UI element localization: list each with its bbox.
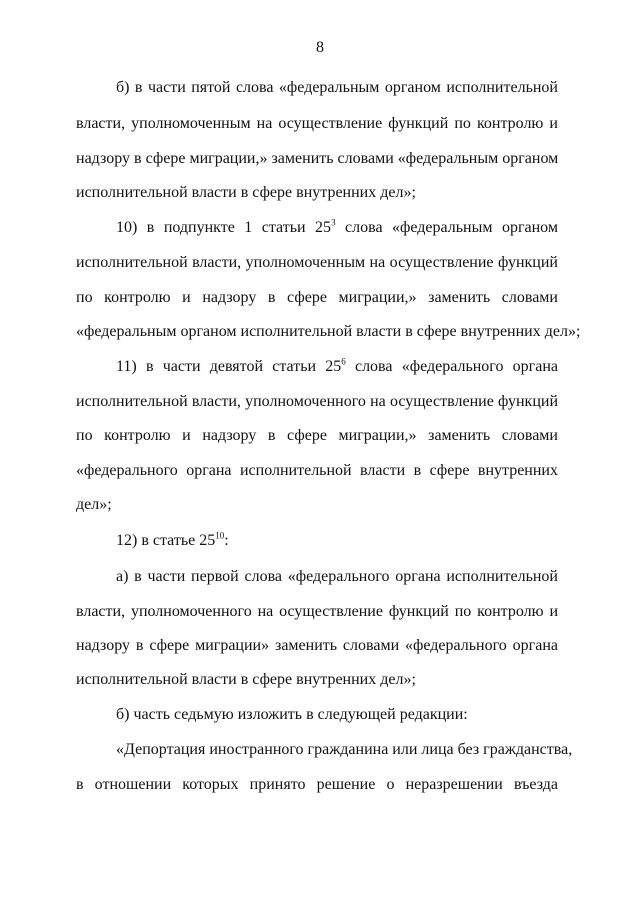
text-fragment: слова «федерального органа bbox=[345, 358, 559, 375]
text-line: исполнительной власти в сфере внутренних дел»; bbox=[76, 184, 416, 201]
text-line bbox=[116, 216, 558, 240]
text-line: а) в части первой слова «федерального органа исполнительной bbox=[116, 568, 558, 585]
text-line: по контролю и надзору в сфере миграции,» заменить словами bbox=[76, 289, 558, 306]
text-fragment: : bbox=[224, 532, 229, 549]
text-line: власти, уполномоченным на осуществление функций по контролю и bbox=[76, 115, 558, 132]
text-line: б) в части пятой слова «федеральным органом исполнительной bbox=[116, 79, 558, 96]
superscript: 3 bbox=[331, 217, 336, 228]
text-line bbox=[116, 529, 558, 553]
text-line: «федерального органа исполнительной власти в сфере внутренних bbox=[76, 462, 558, 479]
page-number: 8 bbox=[316, 39, 324, 56]
text-line: «Депортация иностранного гражданина или лица без гражданства, bbox=[116, 741, 573, 758]
text-line: «федеральным органом исполнительной власти в сфере внутренних дел»; bbox=[76, 323, 581, 340]
text-line: исполнительной власти в сфере внутренних дел»; bbox=[76, 671, 416, 688]
text-line: по контролю и надзору в сфере миграции,» заменить словами bbox=[76, 427, 558, 444]
text-line: надзору в сфере миграции,» заменить словами «федеральным органом bbox=[76, 150, 559, 167]
text-fragment: 11) в части девятой статьи 25 bbox=[116, 358, 342, 375]
text-fragment: 10) в подпункте 1 статьи 25 bbox=[116, 219, 332, 236]
superscript: 10 bbox=[215, 530, 225, 541]
text-line: власти, уполномоченного на осуществление функций по контролю и bbox=[76, 603, 558, 620]
text-fragment: слова «федеральным органом bbox=[335, 219, 558, 236]
text-fragment: 12) в статье 25 bbox=[116, 532, 216, 549]
text-line: надзору в сфере миграции» заменить словами «федерального органа bbox=[76, 637, 558, 654]
text-line: исполнительной власти, уполномоченного на осуществление функций bbox=[76, 393, 558, 410]
superscript: 6 bbox=[341, 356, 346, 367]
text-line bbox=[116, 355, 558, 379]
text-line: исполнительной власти, уполномоченным на осуществление функций bbox=[76, 254, 558, 271]
text-line: дел»; bbox=[76, 496, 112, 513]
text-line: в отношении которых принято решение о неразрешении въезда bbox=[76, 776, 558, 793]
text-line: б) часть седьмую изложить в следующей редакции: bbox=[116, 706, 468, 723]
